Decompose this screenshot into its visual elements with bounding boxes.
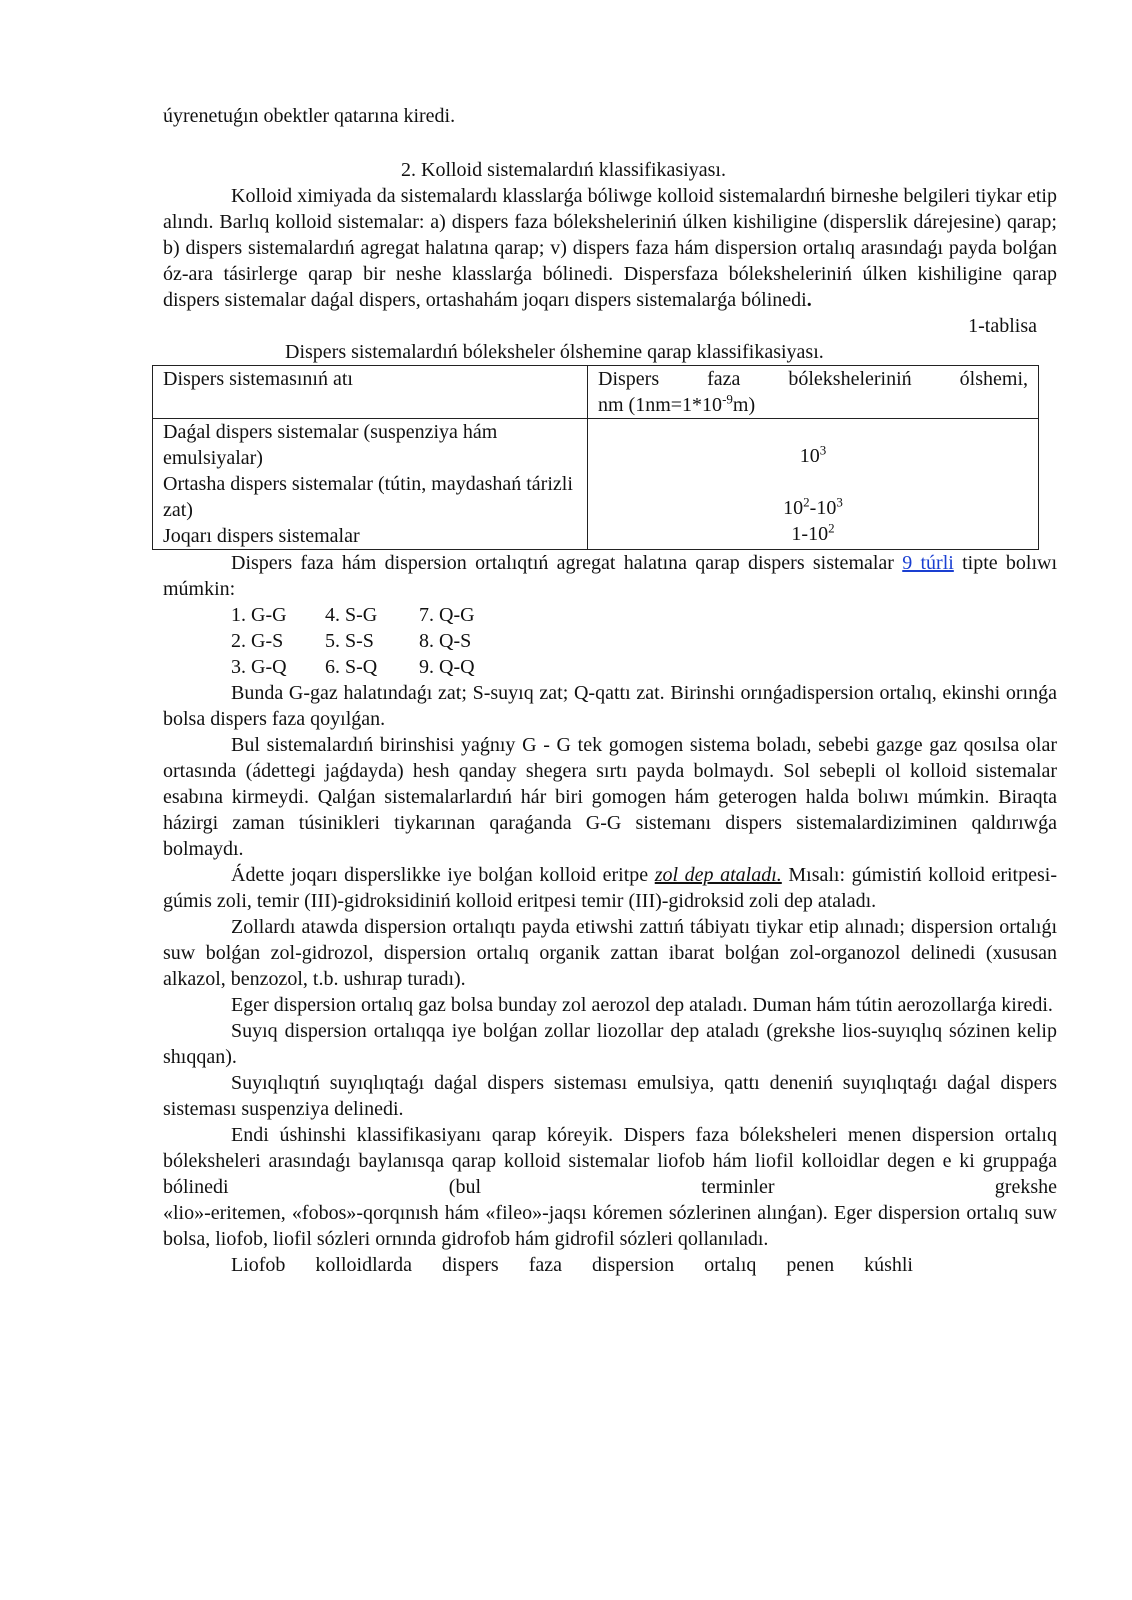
list-row: [231, 654, 1057, 680]
table-caption: Dispers sistemalardıń bóleksheler ólshemine qarap klassifikasiyası.: [285, 341, 824, 363]
paragraph-sol-end: Mısalı: gúmistiń kolloid eritpesi-gúmis zoli, temir (III)-gidroksidiniń kolloid eritpesi temir (III)-gidroksid zoli dep ataladı.: [163, 864, 1057, 912]
section-heading: 2. Kolloid sistemalardıń klassifikasiyası.: [401, 159, 726, 181]
header-cell-name: Dispers sistemasınıń atı: [153, 366, 588, 419]
sol-term-emphasis: zol dep ataladı.: [654, 864, 782, 886]
table-body-row: [153, 419, 1039, 550]
table-header-row: [153, 366, 1039, 419]
list-item: 1. G-G: [231, 604, 287, 626]
system-types-list: [163, 602, 1057, 680]
document-body: [163, 103, 1057, 1278]
list-item: 2. G-S: [231, 630, 284, 652]
nine-types-link[interactable]: 9 túrli: [902, 552, 954, 574]
paragraph-emulsion: Suyıqlıqtıń suyıqlıqtaǵı daǵal dispers sisteması emulsiya, qattı deneniń suyıqlıqtaǵı daǵal dispers sisteması suspenziya delinedi.: [163, 1072, 1057, 1120]
value-coarse-sup: 3: [819, 442, 827, 458]
value-medium-sup-b: 3: [836, 494, 843, 510]
table-label: 1-tablisa: [968, 315, 1037, 337]
paragraph-classification-text: Kolloid ximiyada da sistemalardı klasslarǵa bóliwge kolloid sistemalardıń birneshe belgileri tiykar etip alındı. Barlıq kolloid sistemalar: a) dispers faza bóleksheleriniń úlken kishiligine (disperslik dárejesine) qarap; b) dispers sistemalardıń agregat halatına qarap; v) dispers faza hám dispersion ortalıq arasındaǵı payda bolǵan óz-ara tásirlerge qarap bir neshe klasslarǵa bólinedi. Dispersfaza bóleksheleriniń úlken kishiligine qarap dispers sistemalar daǵal dispers, ortashahám joqarı dispers sistemalarǵa bólinedi: [163, 185, 1057, 311]
header-size-line1: Dispers faza bóleksheleriniń ólshemi,: [598, 368, 1028, 390]
paragraph-liosol: Suyıq dispersion ortalıqqa iye bolǵan zollar liozollar dep ataladı (grekshe lios-suyıqlıq sózinen kelip shıqqan).: [163, 1020, 1057, 1068]
value-high-sup: 2: [828, 520, 835, 536]
list-row: [231, 628, 1057, 654]
value-medium-base: 10: [783, 497, 804, 519]
header-size-sup: -9: [722, 391, 733, 407]
row-name-medium: Ortasha dispers sistemalar (tútin, maydashań tárizli zat): [163, 473, 573, 521]
paragraph-aggregate-text: Dispers faza hám dispersion ortalıqtıń agregat halatına qarap dispers sistemalar: [231, 552, 903, 574]
value-medium: [588, 495, 1038, 521]
list-item: 3. G-Q: [231, 656, 287, 678]
paragraph-aggregate-end: tipte bolıwı múmkin:: [163, 552, 1057, 600]
value-coarse-base: 10: [799, 445, 820, 467]
value-medium-sup-a: 2: [803, 494, 810, 510]
value-high-base: 1-10: [791, 523, 829, 545]
row-names-cell: [153, 419, 588, 550]
paragraph-sol-text: Ádette joqarı disperslikke iye bolǵan kolloid eritpe: [231, 864, 655, 886]
intro-line: úyrenetuǵın obektler qatarına kiredi.: [163, 105, 456, 127]
row-name-high: Joqarı dispers sistemalar: [163, 525, 360, 547]
paragraph-third-classification: Endi úshinshi klassifikasiyanı qarap kóreyik. Dispers faza bóleksheleri menen dispersion ortalıq bóleksheleri arasındaǵı baylanısqa qarap kolloid sistemalar liofob hám liofil kolloidlar degen e ki gruppaǵa bólinedi (bul terminler grekshe: [163, 1124, 1057, 1198]
paragraph-aerosol: Eger dispersion ortalıq gaz bolsa bunday zol aerozol dep ataladı. Duman hám tútin aerozollarǵa kiredi.: [231, 994, 1053, 1016]
row-name-coarse: Daǵal dispers sistemalar (suspenziya hám emulsiyalar): [163, 421, 498, 469]
paragraph-classification: [163, 183, 1057, 313]
paragraph-notation: Bunda G-gaz halatındaǵı zat; S-suyıq zat; Q-qattı zat. Birinshi orınǵadispersion ortalıq, ekinshi orınǵa bolsa dispers faza qoyılǵan.: [163, 682, 1057, 730]
list-item: 7. Q-G: [419, 604, 475, 626]
paragraph-third-classification-cont: «lio»-eritemen, «fobos»-qorqınısh hám «fileo»-jaqsı kóremen sózlerinen alınǵan). Eger dispersion ortalıq suw bolsa, liofob, liofil sózleri ornında gidrofob hám gidrofil sózleri qollanıladı.: [163, 1202, 1057, 1250]
header-size-pre: nm (1nm=1*10: [598, 394, 723, 416]
paragraph-aggregate: [163, 550, 1057, 602]
list-item: 8. Q-S: [419, 630, 472, 652]
list-item: 4. S-G: [325, 604, 378, 626]
list-row: [231, 602, 1057, 628]
paragraph-classification-end: .: [806, 289, 812, 311]
list-item: 5. S-S: [325, 630, 374, 652]
paragraph-gas-gas: Bul sistemalardıń birinshisi yaǵnıy G - G tek gomogen sistema boladı, sebebi gazge gaz qosılsa olar ortasında (ádettegi jaǵdayda) hesh qanday shegera sırtı payda bolmaydı. Sol sebepli ol kolloid sistemalar esabına kirmeydi. Qalǵan sistemalarlardıń hár biri gomogen hám geterogen halda bolıwı múmkin. Biraqta házirgi zaman túsinikleri tiykarınan qaraǵanda G-G sistemanı dispers sistemalardiziminen qaldırıwǵa bolmaydı.: [163, 734, 1057, 860]
paragraph-sol-definition: [163, 862, 1057, 914]
value-high: [588, 521, 1038, 547]
classification-table: [152, 365, 1039, 550]
paragraph-sol-naming: Zollardı atawda dispersion ortalıqtı payda etiwshi zattıń tábiyatı tiykar etip alınadı; dispersion ortalıǵı suw bolǵan zol-gidrozol, dispersion ortalıq organik zattan ibarat bolǵan zol-organozol delinedi (xususan alkazol, benzozol, t.b. ushırap turadı).: [163, 916, 1057, 990]
row-values-cell: [588, 419, 1039, 550]
value-coarse: [588, 443, 1038, 469]
list-item: 6. S-Q: [325, 656, 378, 678]
paragraph-lyophobic: Liofob kolloidlarda dispers faza dispersion ortalıq penen kúshli: [231, 1254, 913, 1276]
header-size-post: m): [732, 394, 756, 416]
value-medium-mid: -10: [809, 497, 837, 519]
header-cell-size: [588, 366, 1039, 419]
list-item: 9. Q-Q: [419, 656, 475, 678]
